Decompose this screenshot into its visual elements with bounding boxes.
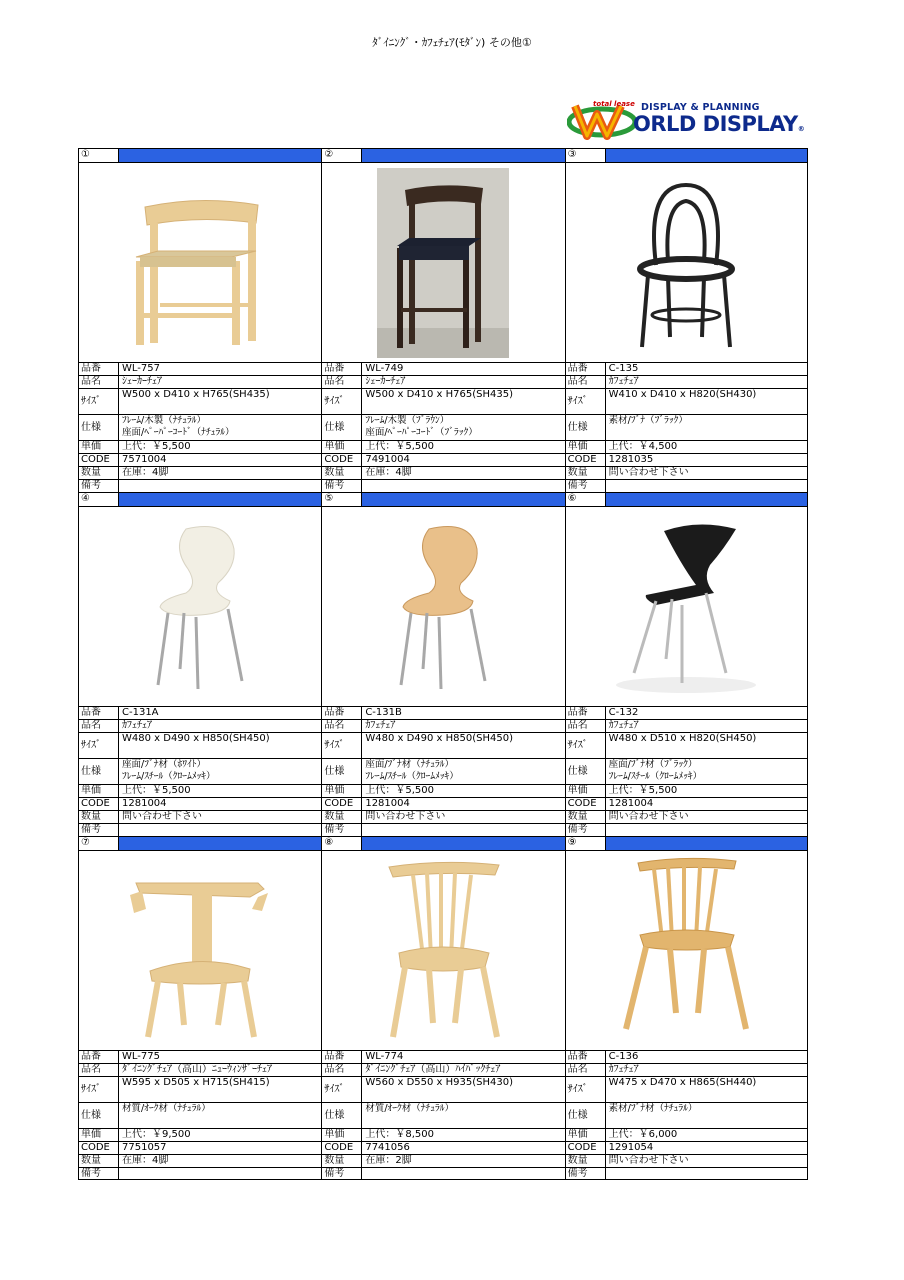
label-qty: 数量 bbox=[322, 1155, 362, 1167]
label-code: CODE bbox=[322, 798, 362, 810]
chair-image bbox=[586, 165, 786, 361]
page-title: ﾀﾞｲﾆﾝｸﾞ・ｶﾌｪﾁｪｱ(ﾓﾀﾞﾝ) その他① bbox=[372, 36, 532, 49]
product-qty: 問い合わせ下さい bbox=[365, 811, 446, 822]
product-price: 上代：￥9,500 bbox=[122, 1129, 191, 1140]
product-code: 7491004 bbox=[365, 454, 410, 465]
label-number: 品番 bbox=[322, 363, 362, 375]
product-price: 上代：￥5,500 bbox=[122, 441, 191, 452]
label-number: 品番 bbox=[566, 707, 606, 719]
product-size: W480 x D490 x H850(SH450) bbox=[122, 733, 270, 744]
product-note bbox=[606, 824, 807, 836]
product-image bbox=[321, 506, 564, 706]
label-name: 品名 bbox=[322, 376, 362, 388]
label-note: 備考 bbox=[322, 1168, 362, 1179]
product-cell bbox=[78, 836, 321, 1180]
product-note bbox=[362, 1168, 564, 1179]
label-qty: 数量 bbox=[322, 811, 362, 823]
chair-image bbox=[100, 853, 300, 1049]
label-price: 単価 bbox=[322, 1129, 362, 1141]
product-image bbox=[78, 850, 321, 1050]
product-price: 上代：￥5,500 bbox=[365, 785, 434, 796]
header-bar bbox=[606, 493, 807, 506]
label-spec: 仕様 bbox=[566, 759, 606, 784]
product-code: 7751057 bbox=[122, 1142, 167, 1153]
label-qty: 数量 bbox=[566, 467, 606, 479]
product-name: ｶﾌｪﾁｪｱ bbox=[365, 720, 396, 731]
product-cell bbox=[78, 148, 321, 492]
label-code: CODE bbox=[79, 1142, 119, 1154]
product-header bbox=[565, 492, 808, 506]
label-qty: 数量 bbox=[566, 1155, 606, 1167]
label-note: 備考 bbox=[322, 480, 362, 492]
label-spec: 仕様 bbox=[322, 759, 362, 784]
label-name: 品名 bbox=[566, 376, 606, 388]
product-note bbox=[362, 480, 564, 492]
product-image bbox=[565, 506, 808, 706]
product-note bbox=[606, 480, 807, 492]
product-spec-1: 材質/ｵｰｸ材（ﾅﾁｭﾗﾙ） bbox=[365, 1103, 455, 1114]
product-code: 1281004 bbox=[365, 798, 410, 809]
label-price: 単価 bbox=[79, 1129, 119, 1141]
chair-image bbox=[586, 853, 786, 1049]
label-size: ｻｲｽﾞ bbox=[79, 733, 119, 758]
label-number: 品番 bbox=[79, 363, 119, 375]
product-size: W500 x D410 x H765(SH435) bbox=[365, 389, 514, 400]
product-number: C-136 bbox=[608, 1051, 639, 1062]
label-price: 単価 bbox=[322, 441, 362, 453]
product-number: WL-775 bbox=[122, 1051, 160, 1062]
label-note: 備考 bbox=[322, 824, 362, 836]
chair-image bbox=[100, 509, 300, 705]
label-size: ｻｲｽﾞ bbox=[566, 389, 606, 414]
label-spec: 仕様 bbox=[79, 759, 119, 784]
product-code: 1281004 bbox=[608, 798, 654, 809]
product-header bbox=[321, 836, 564, 850]
product-qty: 在庫：4脚 bbox=[122, 467, 169, 478]
product-header bbox=[321, 492, 564, 506]
product-qty: 在庫：2脚 bbox=[365, 1155, 412, 1166]
product-cell bbox=[321, 836, 564, 1180]
label-spec: 仕様 bbox=[79, 1103, 119, 1128]
label-name: 品名 bbox=[322, 720, 362, 732]
product-image bbox=[565, 850, 808, 1050]
product-index: ⑨ bbox=[566, 837, 606, 850]
product-spec-1: 座面/ﾌﾞﾅ材（ﾎﾜｲﾄ） bbox=[122, 759, 206, 770]
product-spec-1: ﾌﾚｰﾑ/木製（ﾌﾞﾗｳﾝ） bbox=[365, 415, 450, 426]
product-spec-1: 素材/ﾌﾞﾅ（ﾌﾞﾗｯｸ） bbox=[608, 415, 688, 426]
product-name: ｼｪｰｶｰﾁｪｱ bbox=[365, 376, 406, 387]
product-number: C-131A bbox=[122, 707, 159, 718]
label-price: 単価 bbox=[322, 785, 362, 797]
label-code: CODE bbox=[322, 454, 362, 466]
chair-image bbox=[377, 168, 509, 358]
label-qty: 数量 bbox=[566, 811, 606, 823]
product-image bbox=[321, 162, 564, 362]
product-price: 上代：￥6,000 bbox=[608, 1129, 678, 1140]
label-note: 備考 bbox=[566, 1168, 606, 1179]
label-price: 単価 bbox=[566, 441, 606, 453]
label-note: 備考 bbox=[79, 480, 119, 492]
logo-main-text: ORLD DISPLAY® bbox=[633, 112, 805, 136]
label-size: ｻｲｽﾞ bbox=[566, 1077, 606, 1102]
label-price: 単価 bbox=[566, 785, 606, 797]
label-qty: 数量 bbox=[79, 467, 119, 479]
product-spec-1: ﾌﾚｰﾑ/木製（ﾅﾁｭﾗﾙ） bbox=[122, 415, 206, 426]
label-name: 品名 bbox=[79, 1064, 119, 1076]
product-note bbox=[119, 1168, 321, 1179]
label-spec: 仕様 bbox=[566, 415, 606, 440]
product-qty: 問い合わせ下さい bbox=[608, 811, 689, 822]
product-code: 1281035 bbox=[608, 454, 654, 465]
product-code: 7571004 bbox=[122, 454, 167, 465]
product-header bbox=[78, 492, 321, 506]
product-spec-1: 素材/ﾌﾞﾅ材（ﾅﾁｭﾗﾙ） bbox=[608, 1103, 698, 1114]
product-code: 1291054 bbox=[608, 1142, 654, 1153]
label-code: CODE bbox=[566, 1142, 606, 1154]
product-cell bbox=[321, 492, 564, 836]
label-note: 備考 bbox=[566, 824, 606, 836]
product-qty: 問い合わせ下さい bbox=[608, 467, 689, 478]
product-index: ③ bbox=[566, 149, 606, 162]
label-qty: 数量 bbox=[322, 467, 362, 479]
product-number: WL-749 bbox=[365, 363, 404, 374]
product-note bbox=[362, 824, 564, 836]
label-code: CODE bbox=[79, 454, 119, 466]
logo-small-text: total lease bbox=[593, 100, 635, 108]
product-number: C-135 bbox=[608, 363, 639, 374]
product-index: ① bbox=[79, 149, 119, 162]
product-size: W410 x D410 x H820(SH430) bbox=[608, 389, 757, 400]
label-number: 品番 bbox=[79, 1051, 119, 1063]
product-code: 7741056 bbox=[365, 1142, 410, 1153]
product-header bbox=[565, 148, 808, 162]
product-name: ｶﾌｪﾁｪｱ bbox=[608, 376, 639, 387]
product-number: C-131B bbox=[365, 707, 402, 718]
product-index: ⑧ bbox=[322, 837, 362, 850]
product-size: W500 x D410 x H765(SH435) bbox=[122, 389, 270, 400]
label-price: 単価 bbox=[79, 441, 119, 453]
label-number: 品番 bbox=[566, 1051, 606, 1063]
product-note bbox=[119, 480, 321, 492]
product-note bbox=[606, 1168, 807, 1179]
label-size: ｻｲｽﾞ bbox=[322, 389, 362, 414]
product-row bbox=[78, 836, 808, 1180]
product-number: C-132 bbox=[608, 707, 639, 718]
label-name: 品名 bbox=[566, 720, 606, 732]
product-spec-1: 座面/ﾌﾞﾅ材（ﾌﾞﾗｯｸ） bbox=[608, 759, 698, 770]
product-cell bbox=[565, 148, 808, 492]
header-bar bbox=[606, 149, 807, 162]
label-size: ｻｲｽﾞ bbox=[566, 733, 606, 758]
product-spec-2: ﾌﾚｰﾑ/ｽﾁｰﾙ（ｸﾛｰﾑﾒｯｷ） bbox=[122, 771, 216, 782]
product-spec-2: 座面/ﾍﾟｰﾊﾟｰｺｰﾄﾞ（ﾅﾁｭﾗﾙ） bbox=[122, 427, 235, 438]
header-bar bbox=[362, 149, 564, 162]
label-name: 品名 bbox=[566, 1064, 606, 1076]
product-name: ｶﾌｪﾁｪｱ bbox=[608, 1064, 639, 1075]
product-cell bbox=[565, 836, 808, 1180]
product-qty: 在庫：4脚 bbox=[365, 467, 412, 478]
label-note: 備考 bbox=[79, 824, 119, 836]
product-spec-2: 座面/ﾍﾟｰﾊﾟｰｺｰﾄﾞ（ﾌﾞﾗｯｸ） bbox=[365, 427, 478, 438]
label-spec: 仕様 bbox=[566, 1103, 606, 1128]
label-spec: 仕様 bbox=[79, 415, 119, 440]
world-display-logo bbox=[567, 100, 807, 140]
product-image bbox=[78, 162, 321, 362]
product-price: 上代：￥5,500 bbox=[365, 441, 434, 452]
product-header bbox=[565, 836, 808, 850]
label-number: 品番 bbox=[566, 363, 606, 375]
header-bar bbox=[362, 837, 564, 850]
chair-image bbox=[586, 509, 786, 705]
label-code: CODE bbox=[79, 798, 119, 810]
product-qty: 問い合わせ下さい bbox=[608, 1155, 689, 1166]
label-qty: 数量 bbox=[79, 1155, 119, 1167]
product-image bbox=[78, 506, 321, 706]
product-note bbox=[119, 824, 321, 836]
label-number: 品番 bbox=[322, 707, 362, 719]
header-bar bbox=[119, 837, 321, 850]
label-name: 品名 bbox=[322, 1064, 362, 1076]
label-name: 品名 bbox=[79, 720, 119, 732]
product-cell bbox=[78, 492, 321, 836]
product-name: ﾀﾞｲﾆﾝｸﾞﾁｪｱ（高山）ﾆｭｰｳｨﾝｻﾞｰﾁｪｱ bbox=[122, 1064, 272, 1075]
product-price: 上代：￥8,500 bbox=[365, 1129, 434, 1140]
product-row bbox=[78, 148, 808, 492]
product-grid bbox=[78, 148, 808, 1180]
product-spec-1: 座面/ﾌﾞﾅ材（ﾅﾁｭﾗﾙ） bbox=[365, 759, 455, 770]
product-number: WL-757 bbox=[122, 363, 160, 374]
product-qty: 問い合わせ下さい bbox=[122, 811, 202, 822]
label-price: 単価 bbox=[79, 785, 119, 797]
product-spec-2: ﾌﾚｰﾑ/ｽﾁｰﾙ（ｸﾛｰﾑﾒｯｷ） bbox=[608, 771, 703, 782]
product-header bbox=[78, 148, 321, 162]
label-price: 単価 bbox=[566, 1129, 606, 1141]
label-code: CODE bbox=[322, 1142, 362, 1154]
product-qty: 在庫：4脚 bbox=[122, 1155, 169, 1166]
label-size: ｻｲｽﾞ bbox=[79, 389, 119, 414]
product-size: W475 x D470 x H865(SH440) bbox=[608, 1077, 757, 1088]
product-header bbox=[321, 148, 564, 162]
product-spec-1: 材質/ｵｰｸ材（ﾅﾁｭﾗﾙ） bbox=[122, 1103, 211, 1114]
product-index: ⑦ bbox=[79, 837, 119, 850]
product-name: ｶﾌｪﾁｪｱ bbox=[608, 720, 639, 731]
label-code: CODE bbox=[566, 454, 606, 466]
product-size: W560 x D550 x H935(SH430) bbox=[365, 1077, 514, 1088]
chair-image bbox=[343, 853, 543, 1049]
label-code: CODE bbox=[566, 798, 606, 810]
product-cell bbox=[565, 492, 808, 836]
label-qty: 数量 bbox=[79, 811, 119, 823]
label-name: 品名 bbox=[79, 376, 119, 388]
label-size: ｻｲｽﾞ bbox=[322, 1077, 362, 1102]
product-size: W595 x D505 x H715(SH415) bbox=[122, 1077, 270, 1088]
label-size: ｻｲｽﾞ bbox=[322, 733, 362, 758]
product-price: 上代：￥5,500 bbox=[122, 785, 191, 796]
header-bar bbox=[606, 837, 807, 850]
product-name: ｼｪｰｶｰﾁｪｱ bbox=[122, 376, 162, 387]
product-image bbox=[321, 850, 564, 1050]
product-price: 上代：￥5,500 bbox=[608, 785, 678, 796]
label-number: 品番 bbox=[322, 1051, 362, 1063]
product-spec-2: ﾌﾚｰﾑ/ｽﾁｰﾙ（ｸﾛｰﾑﾒｯｷ） bbox=[365, 771, 459, 782]
product-index: ④ bbox=[79, 493, 119, 506]
label-size: ｻｲｽﾞ bbox=[79, 1077, 119, 1102]
product-index: ⑤ bbox=[322, 493, 362, 506]
product-name: ﾀﾞｲﾆﾝｸﾞﾁｪｱ（高山）ﾊｲﾊﾞｯｸﾁｪｱ bbox=[365, 1064, 501, 1075]
label-spec: 仕様 bbox=[322, 415, 362, 440]
product-price: 上代：￥4,500 bbox=[608, 441, 678, 452]
chair-image bbox=[100, 165, 300, 361]
header-bar bbox=[119, 493, 321, 506]
label-note: 備考 bbox=[566, 480, 606, 492]
product-size: W480 x D510 x H820(SH450) bbox=[608, 733, 757, 744]
product-size: W480 x D490 x H850(SH450) bbox=[365, 733, 514, 744]
product-row bbox=[78, 492, 808, 836]
product-number: WL-774 bbox=[365, 1051, 404, 1062]
product-name: ｶﾌｪﾁｪｱ bbox=[122, 720, 152, 731]
label-spec: 仕様 bbox=[322, 1103, 362, 1128]
header-bar bbox=[362, 493, 564, 506]
chair-image bbox=[343, 509, 543, 705]
product-code: 1281004 bbox=[122, 798, 167, 809]
product-index: ② bbox=[322, 149, 362, 162]
product-header bbox=[78, 836, 321, 850]
header-bar bbox=[119, 149, 321, 162]
logo-tagline: DISPLAY & PLANNING bbox=[641, 102, 760, 113]
label-number: 品番 bbox=[79, 707, 119, 719]
label-note: 備考 bbox=[79, 1168, 119, 1179]
product-image bbox=[565, 162, 808, 362]
product-index: ⑥ bbox=[566, 493, 606, 506]
product-cell bbox=[321, 148, 564, 492]
